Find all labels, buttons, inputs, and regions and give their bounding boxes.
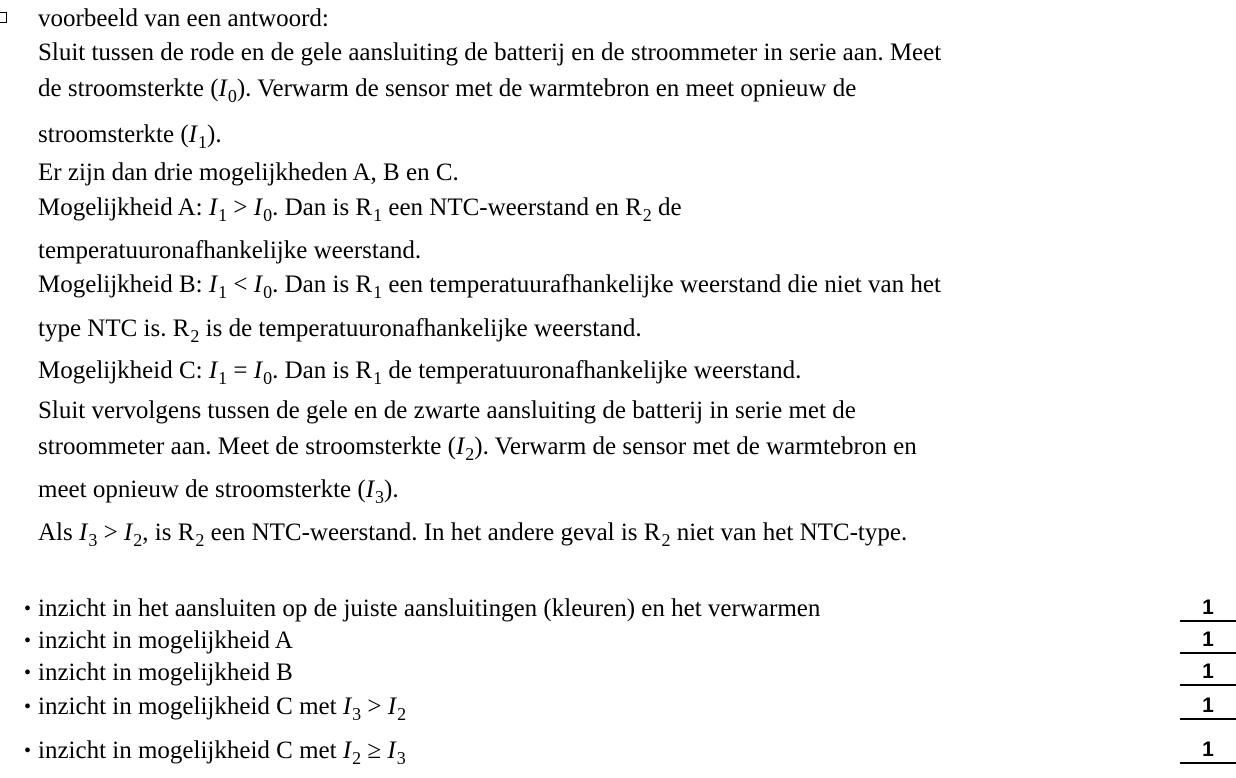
bullet-icon: • — [24, 662, 32, 684]
answer-line: type NTC is. $R_2$ is de temperatuuronafhankelijke weerstand. — [38, 315, 642, 346]
bullet-icon: • — [24, 740, 32, 762]
answer-line: meet opnieuw de stroomsterkte $(I_3)$. — [38, 476, 399, 507]
answer-line: Sluit tussen de rode en de gele aansluiting de batterij en de stroommeter in serie aan. Meet — [38, 39, 942, 66]
checkbox-marker — [0, 12, 7, 23]
criterion-text: inzicht in mogelijkheid C met $I_2 \ge I_3$ — [38, 737, 406, 768]
criterion-text: inzicht in het aansluiten op de juiste aansluitingen (kleuren) en het verwarmen — [38, 595, 821, 622]
answer-line: de stroomsterkte $(I_0)$. Verwarm de sensor met de warmtebron en meet opnieuw de — [38, 75, 857, 106]
answer-line: stroommeter aan. Meet de stroomsterkte $(I_2)$. Verwarm de sensor met de warmtebron en — [38, 433, 917, 464]
bullet-icon: • — [24, 696, 32, 718]
answer-line: Sluit vervolgens tussen de gele en de zwarte aansluiting de batterij in serie met de — [38, 397, 856, 424]
criterion-text: inzicht in mogelijkheid A — [38, 627, 293, 654]
answer-line: Als $I_3 > I_2$, is $R_2$ een NTC-weerstand. In het andere geval is $R_2$ niet van het NTC-type. — [38, 519, 908, 550]
criterion-score: 1 — [1180, 738, 1236, 764]
criterion-score: 1 — [1180, 596, 1236, 622]
answer-line: Mogelijkheid C: $I_1 = I_0$. Dan is $R_1$ de temperatuuronafhankelijke weerstand. — [38, 357, 802, 388]
bullet-icon: • — [24, 598, 32, 620]
answer-line: stroomsterkte $(I_1)$. — [38, 121, 222, 152]
bullet-icon: • — [24, 630, 32, 652]
answer-line: Mogelijkheid A: $I_1 > I_0$. Dan is $R_1$ een NTC-weerstand en $R_2$ de — [38, 194, 682, 225]
criterion-score: 1 — [1180, 660, 1236, 686]
criterion-text: inzicht in mogelijkheid C met $I_3 > I_2$ — [38, 693, 407, 724]
answer-line: Mogelijkheid B: $I_1 < I_0$. Dan is $R_1$ een temperatuurafhankelijke weerstand die niet van het — [38, 271, 941, 302]
criterion-score: 1 — [1180, 628, 1236, 654]
current-symbol: I — [188, 121, 197, 148]
criterion-score: 1 — [1180, 694, 1236, 720]
answer-line: Er zijn dan drie mogelijkheden A, B en C. — [38, 159, 459, 186]
criterion-text: inzicht in mogelijkheid B — [38, 659, 293, 686]
answer-line: temperatuuronafhankelijke weerstand. — [38, 237, 422, 264]
answer-intro: voorbeeld van een antwoord: — [38, 5, 329, 32]
current-symbol: I — [218, 75, 227, 102]
